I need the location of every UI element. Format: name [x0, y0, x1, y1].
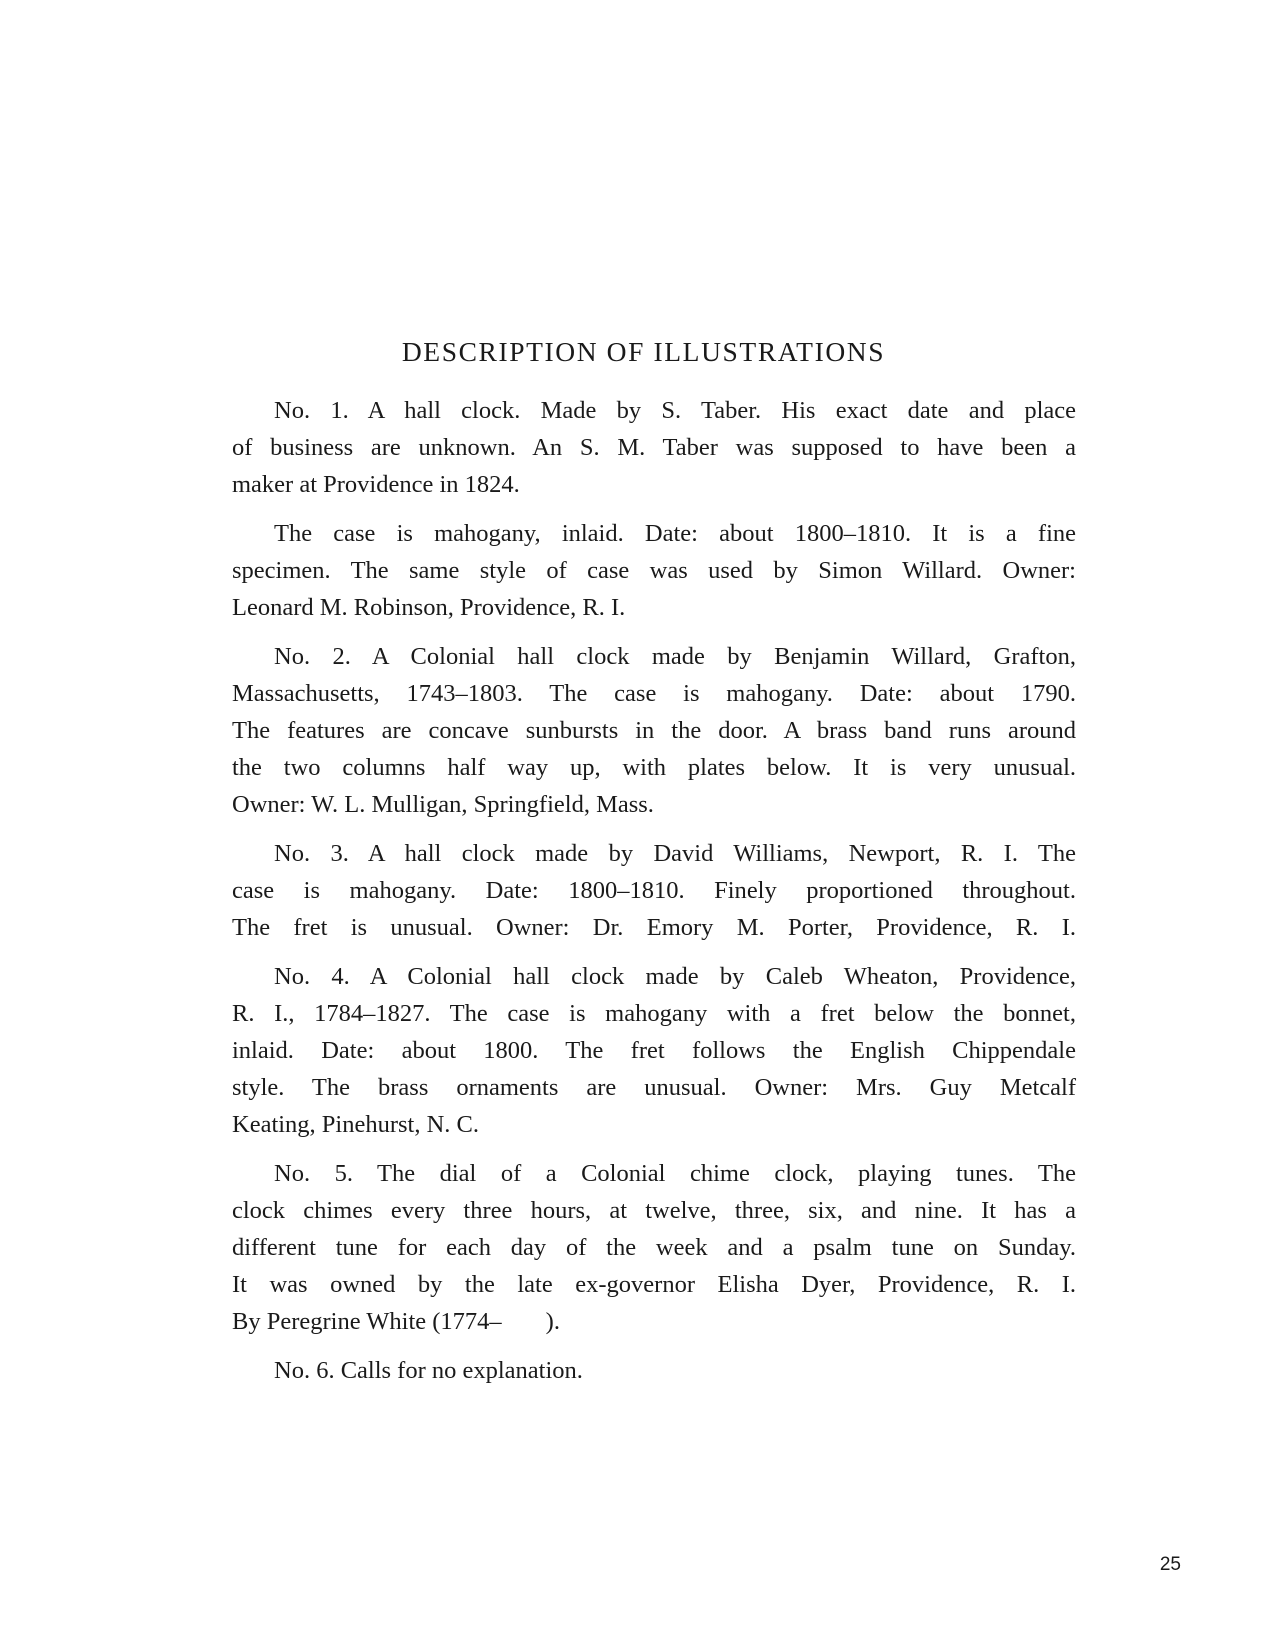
entry-line: The case is mahogany, inlaid. Date: about 1800–1810. It is a fine: [274, 520, 1076, 547]
entry-line: maker at Providence in 1824.: [232, 471, 520, 498]
page-title: DESCRIPTION OF ILLUSTRATIONS: [401, 336, 886, 367]
entry-line: The features are concave sunbursts in the door. A brass band runs around: [232, 717, 1076, 744]
entry-line: Keating, Pinehurst, N. C.: [232, 1111, 480, 1138]
entry-text: By Peregrine White (1774–: [232, 1308, 502, 1335]
entry-line: style. The brass ornaments are unusual. Owner: Mrs. Guy Metcalf: [232, 1074, 1076, 1101]
entry-line: Massachusetts, 1743–1803. The case is mahogany. Date: about 1790.: [232, 680, 1076, 707]
entry-no-1-case: [232, 515, 1076, 626]
entry-no-5: [232, 1155, 1076, 1340]
entry-line-last: [232, 1303, 1076, 1340]
entry-line: No. 4. A Colonial hall clock made by Caleb Wheaton, Providence,: [274, 963, 1076, 990]
entry-line: No. 6. Calls for no explanation.: [274, 1357, 583, 1384]
entry-line: No. 5. The dial of a Colonial chime clock, playing tunes. The: [274, 1160, 1076, 1187]
entry-no-3: [232, 835, 1076, 946]
entry-line: specimen. The same style of case was used by Simon Willard. Owner:: [232, 557, 1076, 584]
entry-no-4: [232, 958, 1076, 1143]
entry-line: R. I., 1784–1827. The case is mahogany with a fret below the bonnet,: [232, 1000, 1076, 1027]
entry-line: case is mahogany. Date: 1800–1810. Finely proportioned throughout.: [232, 877, 1076, 904]
entry-text-tail: ).: [545, 1308, 560, 1335]
entry-line: No. 1. A hall clock. Made by S. Taber. His exact date and place: [274, 397, 1076, 424]
entry-no-2: [232, 638, 1076, 823]
entry-line: No. 2. A Colonial hall clock made by Benjamin Willard, Grafton,: [274, 643, 1076, 670]
entry-no-1: [232, 392, 1076, 503]
entry-no-6: [232, 1352, 1076, 1389]
entry-line: The fret is unusual. Owner: Dr. Emory M. Porter, Providence, R. I.: [232, 914, 1076, 941]
entry-line: of business are unknown. An S. M. Taber was supposed to have been a: [232, 434, 1076, 461]
entry-line: clock chimes every three hours, at twelve, three, six, and nine. It has a: [232, 1197, 1076, 1224]
entry-line: different tune for each day of the week and a psalm tune on Sunday.: [232, 1234, 1076, 1261]
entry-line: Leonard M. Robinson, Providence, R. I.: [232, 594, 626, 621]
entry-line: the two columns half way up, with plates below. It is very unusual.: [232, 754, 1076, 781]
entry-line: No. 3. A hall clock made by David Williams, Newport, R. I. The: [274, 840, 1076, 867]
entry-line: Owner: W. L. Mulligan, Springfield, Mass.: [232, 791, 654, 818]
page-number: 25: [1159, 1554, 1181, 1575]
entry-line: It was owned by the late ex-governor Elisha Dyer, Providence, R. I.: [232, 1271, 1076, 1298]
illustration-descriptions: [232, 392, 1076, 1401]
entry-line: inlaid. Date: about 1800. The fret follows the English Chippendale: [232, 1037, 1076, 1064]
